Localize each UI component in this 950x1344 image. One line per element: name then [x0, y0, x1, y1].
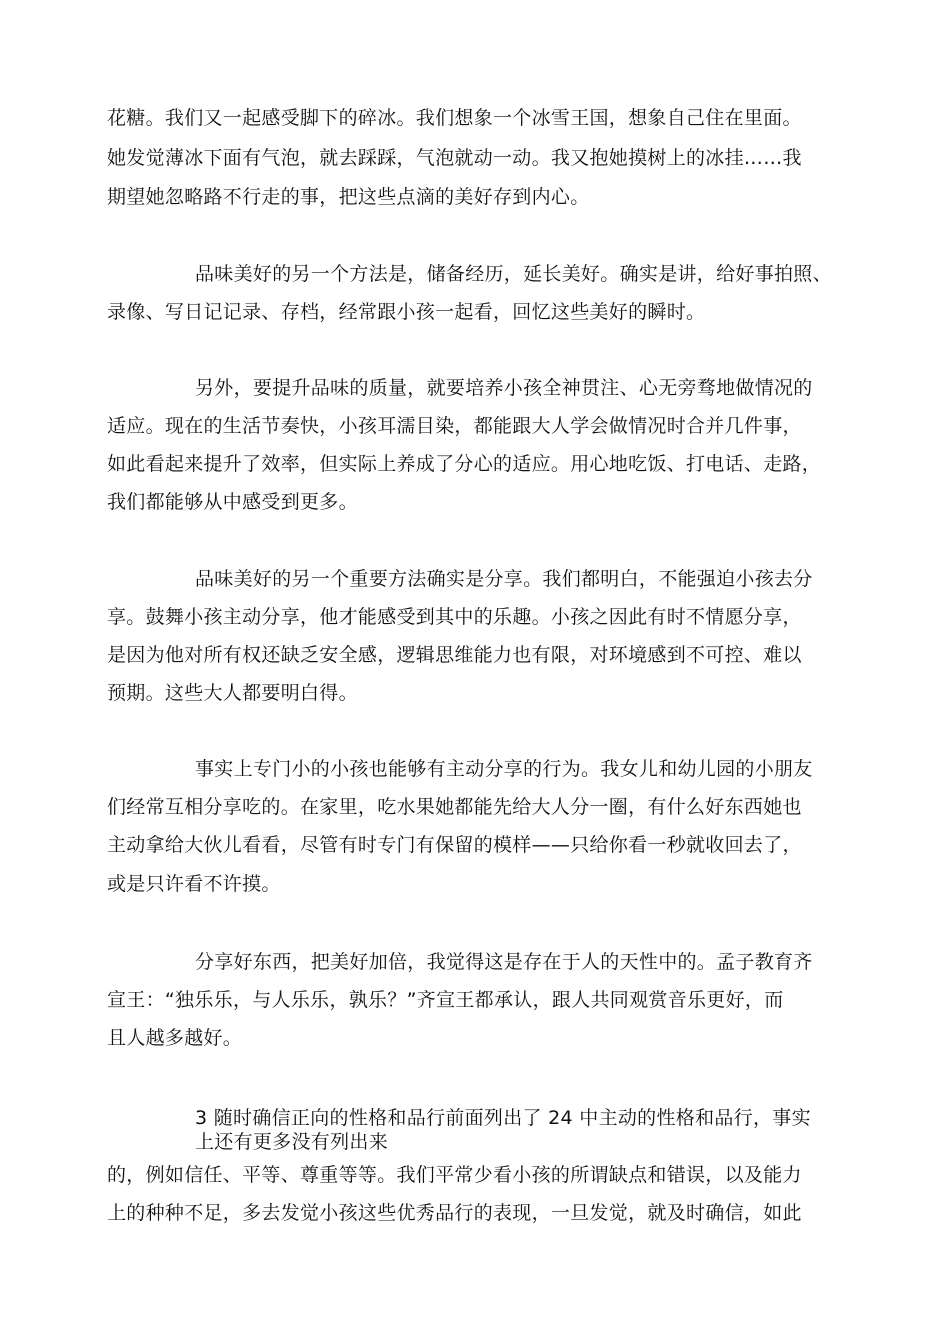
paragraph-7-line-2: 上的种种不足，多去发觉小孩这些优秀品行的表现，一旦发觉，就及时确信，如此 [107, 1202, 802, 1224]
paragraph-4-line-1: 品味美好的另一个重要方法确实是分享。我们都明白，不能强迫小孩去分 [195, 568, 813, 590]
paragraph-5-line-1: 事实上专门小的小孩也能够有主动分享的行为。我女儿和幼儿园的小朋友 [195, 758, 813, 780]
paragraph-5-line-3: 主动拿给大伙儿看看，尽管有时专门有保留的模样——只给你看一秒就收回去了， [107, 834, 802, 856]
paragraph-6-line-2: 宣王：“独乐乐，与人乐乐，孰乐？”齐宣王都承认，跟人共同观赏音乐更好，而 [107, 989, 784, 1011]
paragraph-3-line-4: 我们都能够从中感受到更多。 [107, 491, 358, 513]
paragraph-7-line-1: 的，例如信任、平等、尊重等等。我们平常少看小孩的所谓缺点和错误，以及能力 [107, 1164, 802, 1186]
paragraph-4-line-2: 享。鼓舞小孩主动分享，他才能感受到其中的乐趣。小孩之因此有时不情愿分享， [107, 606, 802, 628]
paragraph-2-line-2: 录像、写日记记录、存档，经常跟小孩一起看，回忆这些美好的瞬时。 [107, 301, 706, 323]
paragraph-4-line-3: 是因为他对所有权还缺乏安全感，逻辑思维能力也有限，对环境感到不可控、难以 [107, 644, 802, 666]
paragraph-4-line-4: 预期。这些大人都要明白得。 [107, 682, 358, 704]
paragraph-2-line-1: 品味美好的另一个方法是，储备经历，延长美好。确实是讲，给好事拍照、 [195, 263, 832, 285]
paragraph-3-line-1: 另外，要提升品味的质量，就要培养小孩全神贯注、心无旁骛地做情况的 [195, 377, 813, 399]
section-heading-line-1: 3 随时确信正向的性格和品行前面列出了 24 中主动的性格和品行，事实 [195, 1107, 811, 1129]
paragraph-5-line-2: 们经常互相分享吃的。在家里，吃水果她都能先给大人分一圈，有什么好东西她也 [107, 796, 802, 818]
paragraph-1-line-2: 她发觉薄冰下面有气泡，就去踩踩，气泡就动一动。我又抱她摸树上的冰挂……我 [107, 147, 802, 169]
section-heading-line-2: 上还有更多没有列出来 [195, 1131, 389, 1153]
paragraph-6-line-3: 且人越多越好。 [107, 1027, 243, 1049]
paragraph-6-line-1: 分享好东西，把美好加倍，我觉得这是存在于人的天性中的。孟子教育齐 [195, 951, 813, 973]
paragraph-1-line-3: 期望她忽略路不行走的事，把这些点滴的美好存到内心。 [107, 186, 590, 208]
paragraph-1-line-1: 花糖。我们又一起感受脚下的碎冰。我们想象一个冰雪王国，想象自己住在里面。 [107, 107, 802, 129]
paragraph-3-line-3: 如此看起来提升了效率，但实际上养成了分心的适应。用心地吃饭、打电话、走路， [107, 453, 822, 475]
paragraph-5-line-4: 或是只许看不许摸。 [107, 873, 281, 895]
paragraph-3-line-2: 适应。现在的生活节奏快，小孩耳濡目染，都能跟大人学会做情况时合并几件事， [107, 415, 802, 437]
